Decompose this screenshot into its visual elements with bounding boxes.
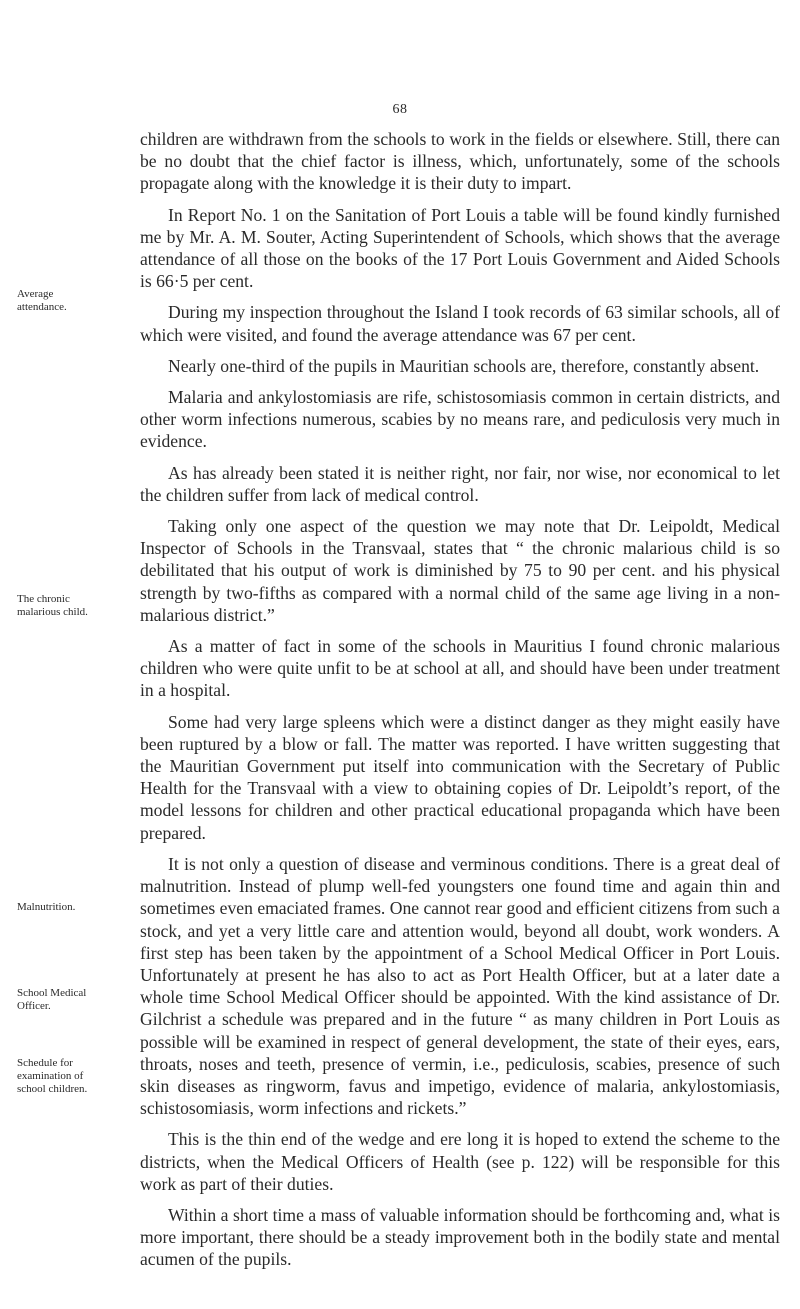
paragraph: children are withdrawn from the schools to work in the fields or elsewhere. Still, there can be no doubt that the chief factor is illness, which, unfortunately, some of the schools propagate along with the knowledge it is their duty to impart. [140,129,780,194]
paragraph: Taking only one aspect of the question we may note that Dr. Leipoldt, Medical Inspector of Schools in the Transvaal, states that “ the chronic malarious child is so debilitated that his output of work is diminished by 75 to 90 per cent. and his physical strength by two-fifths as compared with a normal child of the same age living in a non-malarious district.” [140,516,780,625]
sidenote-average-attendance: Average attendance. [17,288,67,313]
paragraph: Malaria and ankylostomiasis are rife, schistosomiasis common in certain districts, and other worm infections numerous, scabies by no means rare, and pediculosis very much in evidence. [140,387,780,452]
page-number: 68 [392,102,408,117]
paragraph: Within a short time a mass of valuable information should be forthcoming and, what is more important, there should be a steady improvement both in the bodily state and mental acumen of the pupils. [140,1204,780,1270]
body-text [140,128,780,1280]
sidenote-chronic-malarious-child: The chronic malarious child. [17,593,88,618]
paragraph: Nearly one-third of the pupils in Mauritian schools are, therefore, constantly absent. [168,355,760,376]
paragraph: In Report No. 1 on the Sanitation of Port Louis a table will be found kindly furnished me by Mr. A. M. Souter, Acting Superintendent of Schools, which shows that the average attendance of all those on the books of the 17 Port Louis Government and Aided Schools is 66·5 per cent. [140,204,780,292]
sidenote-schedule-examination: Schedule for examination of school children. [17,1057,88,1095]
paragraph: As has already been stated it is neither right, nor fair, nor wise, nor economical to let the children suffer from lack of medical control. [140,462,780,505]
paragraph: It is not only a question of disease and verminous conditions. There is a great deal of malnutrition. Instead of plump well-fed youngsters one found time and again thin and sometimes even emaciated frames. One cannot rear good and efficient citizens from such a stock, and yet a very little care and attention would, beyond all doubt, work wonders. A first step has been taken by the appointment of a School Medical Officer in Port Louis. Unfortunately at present he has also to act as Port Health Officer, but at a later date a whole time School Medical Officer should be appointed. With the kind assistance of Dr. Gilchrist a schedule was prepared and in the future “ as many children in Port Louis as possible will be examined in respect of general development, the state of their eyes, ears, throats, noses and teeth, presence of vermin, i.e., pediculosis, scabies, presence of such skin diseases as ringworm, favus and impetigo, evidence of malaria, ankylostomiasis, schistosomiasis, worm infections and rickets.” [140,853,780,1119]
paragraph: As a matter of fact in some of the schools in Mauritius I found chronic malarious children who were quite unfit to be at school at all, and should have been under treatment in a hospital. [140,636,780,701]
sidenote-school-medical-officer: School Medical Officer. [17,987,87,1012]
paragraph: This is the thin end of the wedge and ere long it is hoped to extend the scheme to the districts, when the Medical Officers of Health (see p. 122) will be responsible for this work as part of their duties. [140,1129,780,1194]
paragraph: Some had very large spleens which were a distinct danger as they might easily have been ruptured by a blow or fall. The matter was reported. I have written suggesting that the Mauritian Government put itself into communication with the Secretary of Public Health for the Transvaal with a view to obtaining copies of Dr. Leipoldt’s report, of the model lessons for children and other practical educational propaganda which have been prepared. [140,711,780,843]
paragraph: During my inspection throughout the Island I took records of 63 similar schools, all of which were visited, and found the average attendance was 67 per cent. [140,302,780,345]
sidenote-malnutrition: Malnutrition. [17,901,76,913]
